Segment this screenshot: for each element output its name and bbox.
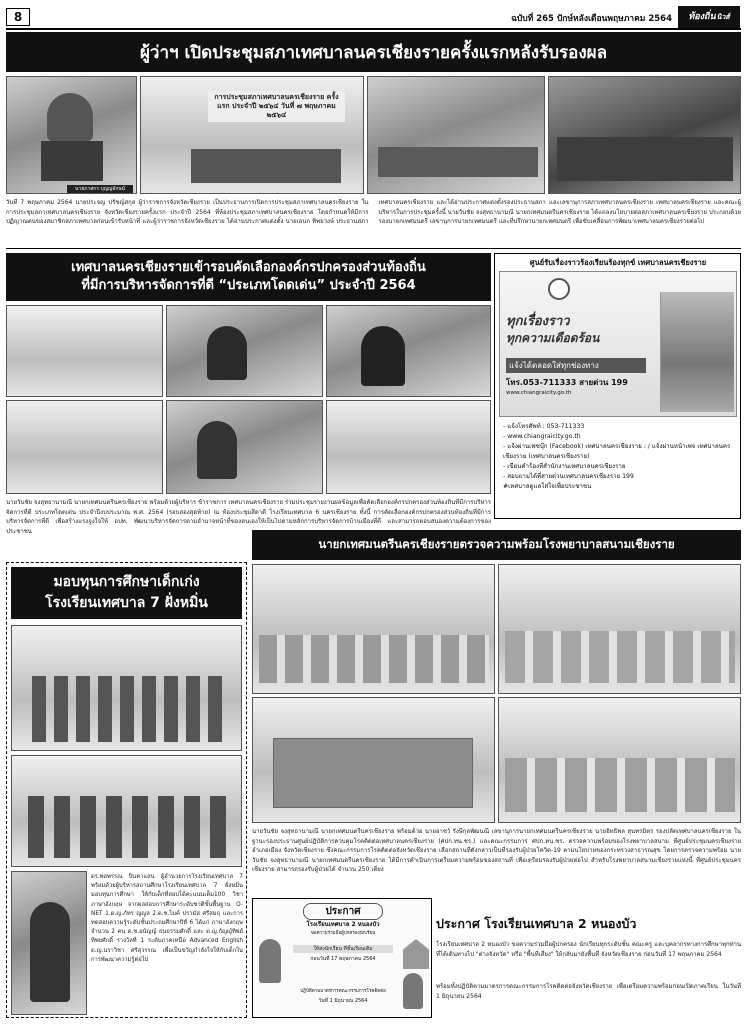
article3-body: นายวันชัย จงสุทธานามณี นายกเทศมนตรีนครเชียงราย พร้อมด้วย นายอาชว์ รังษีกุลพัฒนณี เลขานุการนายกเทศมนตรีนครเชียงราย นายอิทธิพล สุนทรมิตร รองปลัดเทศบาลนครเชียงราย ในฐานะรองประธานศูนย์ปฏิบัติการควบคุมโรคติดต่อเทศบาลนครเชียงราย (ศปก.ทน.ชร.) และคณะกรรมการ ศปก.ทน.ชร. ตรวจความพร้อมของโรงพยาบาลสนาม ที่ศูนย์ประชุมนครเชียงราย อำเภอเมือง จังหวัดเชียงราย ซึ่งคณะกรรมการโรคติดต่อจังหวัดเชียงราย เลือกสถานที่ดังกล่าวเป็นที่รองรับผู้ป่วยโควิด-19 ตามนโยบายของกระทรวงสาธารณสุข โดยการตรวจความพร้อม นายวันชัย จงสุทธานามณี นายกเทศมนตรีนครเชียงราย ได้มีการดำเนินการเตรียมความพร้อมของสถานที่ เพื่อเตรียมรองรับผู้ป่วยต่อไป สำหรับโรงพยาบาลสนามเชียงรายแห่งนี้ ที่ศูนย์ประชุมนครเชียงราย สามารถรองรับผู้ป่วยได้ จำนวน 250 เตียง [252,828,741,873]
logo-text: ท้องถิ่น [688,12,716,22]
article5-notice-poster [252,898,432,1018]
student-cartoon-right [403,973,423,1009]
complaint-items [503,422,737,492]
issue-line: ฉบับที่ 265 ปักษ์หลังเดือนพฤษภาคม 2564 [511,14,672,24]
complaint-poster [499,271,737,417]
complaint-item-web: - www.chiangraicity.go.th [503,433,581,440]
name-plate: นายภาสกร บุญญลักษม์ [67,185,133,193]
field-beds-3 [505,758,735,812]
page-header [6,4,741,30]
article2-headline [6,253,491,301]
article1-headline: ผู้ว่าฯ เปิดประชุมสภาเทศบาลนครเชียงรายครั้งแรกหลังรับรองผล [6,32,741,72]
notice-sub1: ขอความร่วมมือผู้ปกครองนักเรียน [310,931,376,936]
complaint-item-hotline: - สอบถามได้ที่สายด่วนเทศบาลนครเชียงราย 199 [503,473,634,480]
article1-photo-governor [6,76,137,194]
meeting-sign: การประชุมสภาเทศบาลนครเชียงราย ครั้งแรก ประจำปี ๒๕๖๔ วันที่ ๗ พฤษภาคม ๒๕๖๔ [208,91,346,122]
article5-body1: โรงเรียนเทศบาล 2 หนองบัว ขอความร่วมมือผู้ปกครอง นักเรียนทุกระดับชั้น คณะครู และบุคลากรทางการศึกษาทุกท่านที่ได้เดินทางไป "ต่างจังหวัด" หรือ "พื้นที่เสี่ยง" ให้กลับมายังพื้นที่ จังหวัดเชียงราย ก่อนวันที่ 17 พฤษภาคม 2564 [436,941,741,958]
article2-photo-3 [326,305,491,397]
student-cartoon-left [259,939,281,983]
article2-photo-4 [6,400,163,494]
council-rows [557,137,733,181]
speaker-figure [207,326,247,380]
complaint-item-facebook: - แจ้งผ่านเฟซบุ๊ก (Facebook) เทศบาลนครเชียงราย : / แจ้งผ่านหน้าเพจ เทศบาลนครเชียงราย (เทศบาลนครเชียงราย) [503,443,731,460]
article2-photo-2 [166,305,323,397]
logo-suffix: นิวส์ [716,13,730,21]
article1-photo-council-2 [548,76,741,194]
divider-1 [6,248,741,249]
complaint-box-title: ศูนย์รับเรื่องราวร้องเรียนร้องทุกข์ เทศบาลนครเชียงราย [529,258,707,267]
complaint-item-office: - เขียนคำร้องที่สำนักงานเทศบาลนครเชียงราย [503,463,626,470]
article2-body: นายวันชัย จงสุทธานามณี นายกเทศมนตรีนครเชียงราย พร้อมด้วยผู้บริหาร ข้าราชการ เทศบาลนครเชียงราย ร่วมประชุมรายงานผลข้อมูลเพื่อคัดเลือกองค์กรปกครองส่วนท้องถิ่นที่มีการบริหารจัดการที่ดี ประเภทโดดเด่น ประจำปีงบประมาณ พ.ศ. 2564 (รอบสองสุดท้าย) ณ ห้องประชุมสีดาดี โรงเรียนเทศบาล 6 นครเชียงราย ทั้งนี้ การคัดเลือกองค์กรปกครองส่วนท้องถิ่นที่มีการบริหารจัดการที่ดี เพื่อสร้างแรงจูงใจให้ อปท. พัฒนาบริหารจัดการตามอำนาจหน้าที่ของตนเองให้เป็นไปตามหลักการบริหารจัดการบ้านเมืองที่ดี และสามารถตอบสนองความต้องการของประชาชน [6,499,491,535]
article4-photo-group [11,625,242,751]
complaint-item-hashtag: #เทศบาลดูแลใส่ใจเพื่อประชาชน [503,483,592,490]
student-figure [30,902,70,1002]
ceremony-people [28,796,228,858]
article4-box [6,562,247,1018]
students-row [32,676,222,742]
page-number: 8 [6,8,30,26]
notice-date1: ก่อนวันที่ 17 พฤษภาคม 2564 [310,956,376,962]
poster-web: www.chiangraicity.go.th [506,390,572,396]
poster-line1: ทุกเรื่องราว [506,314,570,329]
article3-photo-2 [498,564,741,694]
notice-title: ประกาศ [303,903,383,920]
municipal-building-image [660,292,734,412]
municipal-emblem [548,278,570,300]
article1-photo-council-1 [367,76,545,194]
podium [41,141,103,181]
article3-photo-1 [252,564,495,694]
article4-body: ดร.พ่อพรรณ ปินตาแสน ผู้อำนวยการโรงเรียนเทศบาล 7 พร้อมด้วยผู้บริหารสถานศึกษาโรงเรียนเทศบาล 7 ฝั่งหมิ่น มอบทุนการศึกษา ให้กับเด็กที่สอบได้คะแนนเต็ม100 วิชาภาษาอังกฤษ จากผลสอบการศึกษาระดับชาติขั้นพื้นฐาน O-NET 1.ด.ญ.ภัทร ญญูล 2.ด.ช.ไมค์ ปรามัส ศรีสมฤ และการทดสอบความรู้ระดับชั้นประถมศึกษาปีที่ 6 ได้แก่ ภาษาอังกฤษ จำนวน 2 คน ด.ช.อนัญญ์ ธนธรรมศักดิ์ และ ด.ญ.กัญญ์ทิพย์ ทิพยศักดิ์ รางวัลที่ 1 ระดับภาคเหนือ Advanced English ด.ญ.นราวิชา ศรีสุวรรณ เพื่อเป็นขวัญกำลังใจให้กับเด็กในการพัฒนาความรู้ต่อไป [91,874,243,963]
complaint-item-phone: - แจ้งโทรศัพท์ : 053-711333 [503,423,585,430]
governor-figure [47,93,93,141]
notice-sub3: ปฏิบัติตามมาตรการคณะกรรมการโรคติดต่อ [300,989,386,994]
poster-line3: แจ้งได้ตลอดใส่ทุกช่องทาง [506,358,646,373]
article2-photo-5 [166,400,323,494]
article4-headline-line1: มอบทุนการศึกษาเด็กเก่ง [53,574,200,590]
poster-line2: ทุกความเดือดร้อน [506,331,600,345]
article1-photo-stage [140,76,364,194]
field-beds-2 [505,631,735,683]
field-beds-1 [259,635,489,683]
newspaper-logo [678,6,740,28]
article3-photo-3 [252,697,495,823]
stage-desk [191,149,341,183]
article5-body2: พร้อมทั้งปฏิบัติตามมาตรการคณะกรรมการโรคติดต่อจังหวัดเชียงราย เพื่อเตรียมความพร้อมก่อนเปิดภาคเรียน ในวันที่ 1 มิถุนายน 2564 [436,983,741,1000]
article2-headline-line2: ที่มีการบริหารจัดการที่ดี “ประเภทโดดเด่น” ประจำปี 2564 [81,278,416,293]
article2-photo-1 [6,305,163,397]
article5-headline: ประกาศ โรงเรียนเทศบาล 2 หนองบัว [436,916,637,931]
article3-headline: นายกเทศมนตรีนครเชียงรายตรวจความพร้อมโรงพยาบาลสนามเชียงราย [252,530,741,560]
notice-date2: วันที่ 1 มิถุนายน 2564 [318,998,368,1004]
complaint-box [494,253,741,519]
school-building-icon [403,939,429,969]
notice-sub2: ให้ส่งนักเรียน ที่ชั้นเรียนเดิม [293,945,393,953]
article4-photo-student [11,871,87,1015]
poster-phone: โทร.053-711333 สายด่วน 199 [506,378,628,387]
article3-photo-4 [498,697,741,823]
mayor-figure [361,326,405,386]
bed-closeup [273,738,473,808]
notice-school: โรงเรียนเทศบาล 2 หนองบัว [306,921,380,928]
officer-figure [197,421,237,479]
article4-headline-line2: โรงเรียนเทศบาล 7 ฝั่งหมิ่น [45,595,208,611]
article2-photo-6 [326,400,491,494]
article2-headline-line1: เทศบาลนครเชียงรายเข้ารอบคัดเลือกองค์กรปกครองส่วนท้องถิ่น [71,260,426,275]
council-desks [378,147,538,177]
article1-body: วันที่ 7 พฤษภาคม 2564 นายประจญ ปรัชญ์สกุล ผู้ว่าราชการจังหวัดเชียงราย เป็นประธานการเปิดการประชุมสภาเทศบาลนครเชียงราย ในการประชุมสภาเทศบาลนครเชียงราย จังหวัดเชียงรายครั้งแรก ประจำปี 2564 ที่ห้องประชุมสภาเทศบาลนครเชียงราย โดยกำหนดให้มีการปฏิญาณตนของสมาชิกสภาเทศบาลก่อนเข้ารับหน้าที่ และผู้ว่าราชการจังหวัดเชียงราย ได้อ่านประกาศแต่งตั้ง นายเอนก ทิพยวงษ์ ประธานสภาเทศบาลนครเชียงราย และได้อ่านประกาศแต่งตั้งรองประธานสภา และเลขานุการสภาเทศบาลนครเชียงราย เทศบาลนครเชียงราย และคณะผู้บริหารในการประชุมครั้งนี้ นายวันชัย จงสุทธานามณี นายกเทศมนตรีนครเชียงราย ได้แถลงนโยบายต่อสภาเทศบาลนครเชียงราย ประกอบด้วย รองนายกเทศมนตรี เลขานุการนายกเทศมนตรี และที่ปรึกษานายกเทศมนตรี เพื่อขับเคลื่อนการพัฒนาเทศบาลนครเชียงรายต่อไป [6,199,741,225]
article4-photo-ceremony [11,755,242,867]
article4-headline [11,567,242,619]
header-rule [6,28,741,30]
